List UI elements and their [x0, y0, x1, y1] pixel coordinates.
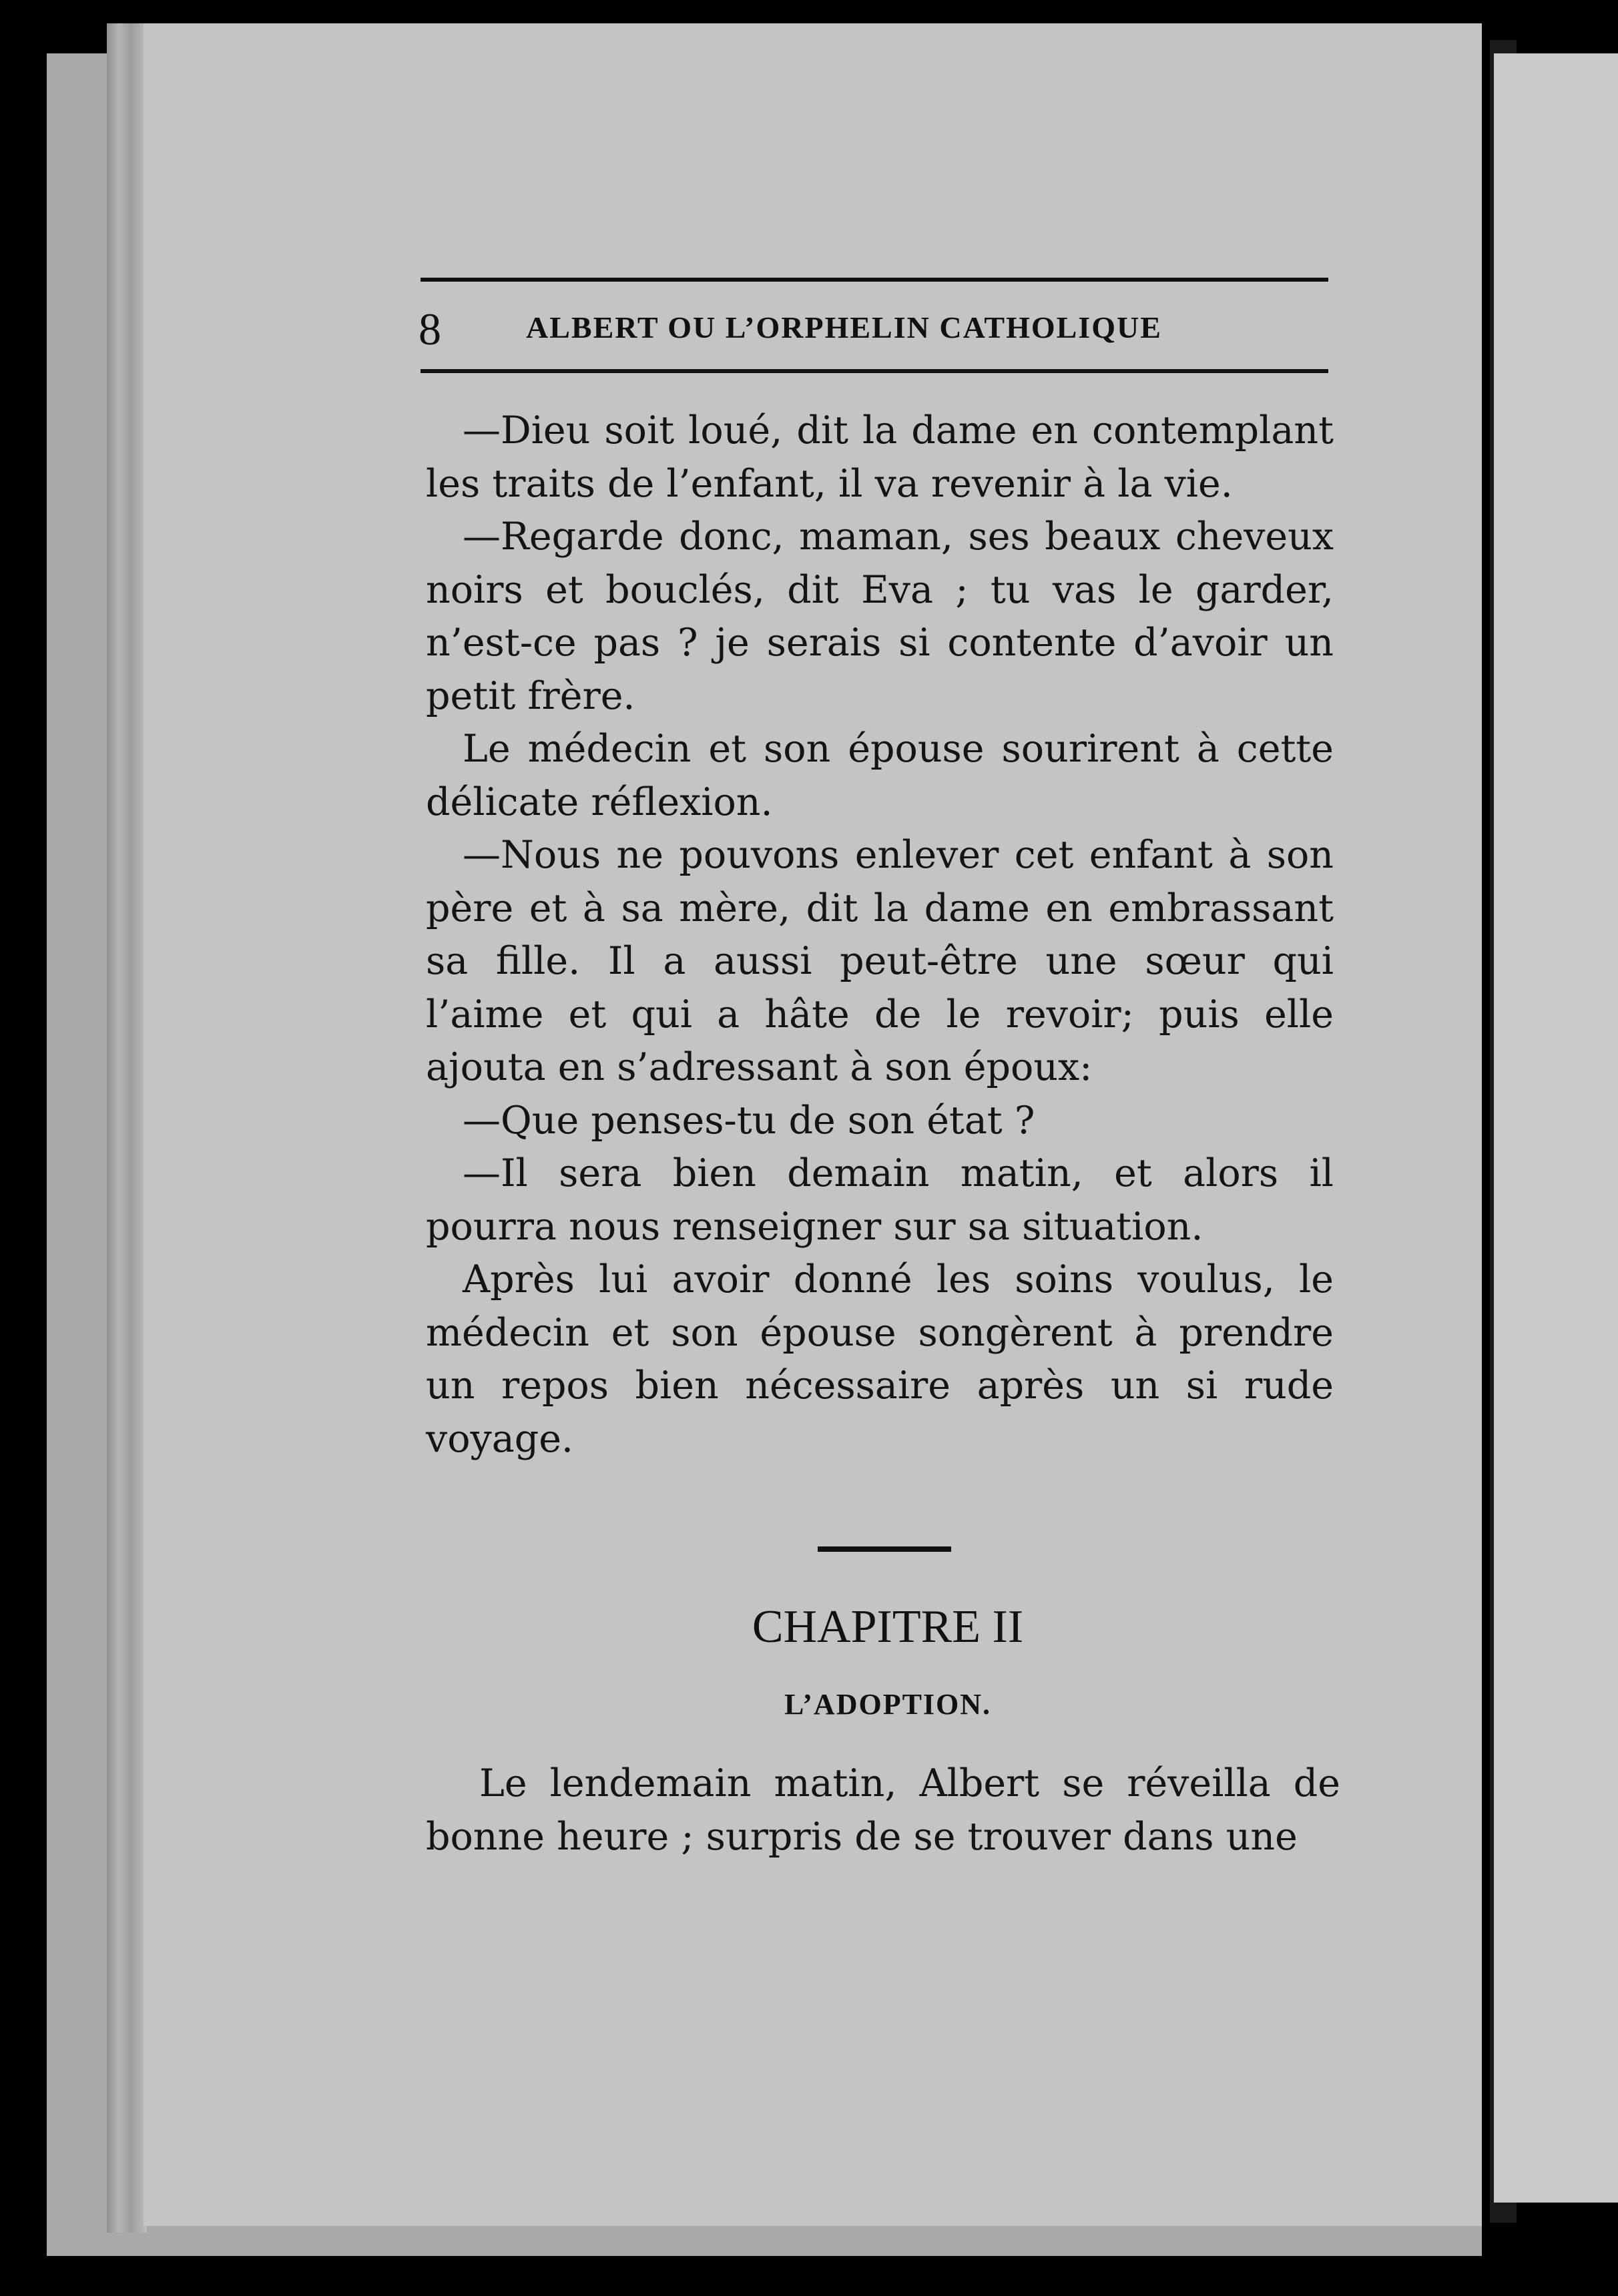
page-edge — [107, 23, 147, 2233]
body-text — [426, 404, 1334, 1466]
running-header — [419, 303, 1328, 354]
chapter-title: CHAPITRE II — [752, 1601, 1024, 1653]
paragraph: —Que penses-tu de son état ? — [463, 1098, 1035, 1143]
chapter-body-text — [426, 1757, 1340, 1863]
paragraph: —Il sera bien demain matin, et alors il pourra nous renseigner sur sa situation. — [426, 1151, 1334, 1249]
adjacent-page — [1494, 53, 1618, 2203]
paragraph: —Nous ne pouvons enlever cet enfant à son père et à sa mère, dit la dame en embrassant sa fille. Il a aussi peut-être une sœur qui l’aime et qui a hâte de le revoir; puis elle ajouta en s’adressant à son époux: — [426, 833, 1334, 1089]
chapter-subtitle: L’ADOPTION. — [784, 1688, 992, 1721]
header-bottom-rule — [421, 369, 1328, 373]
paragraph: —Regarde donc, maman, ses beaux cheveux noirs et bouclés, dit Eva ; tu vas le garder, n’est-ce pas ? je serais si contente d’avoir un petit frère. — [426, 515, 1334, 718]
header-top-rule — [421, 278, 1328, 282]
chapter-divider — [818, 1546, 951, 1552]
paragraph: —Dieu soit loué, dit la dame en contemplant les traits de l’enfant, il va revenir à la vie. — [426, 408, 1334, 506]
paragraph: Après lui avoir donné les soins voulus, le médecin et son épouse songèrent à prendre un repos bien nécessaire après un si rude voyage. — [426, 1257, 1334, 1461]
paragraph: Le médecin et son épouse sourirent à cette délicate réflexion. — [426, 727, 1334, 824]
paragraph: Le lendemain matin, Albert se réveilla de bonne heure ; surpris de se trouver dans une — [426, 1761, 1340, 1859]
page-number: 8 — [419, 304, 441, 354]
running-title: ALBERT OU L’ORPHELIN CATHOLIQUE — [526, 310, 1162, 344]
